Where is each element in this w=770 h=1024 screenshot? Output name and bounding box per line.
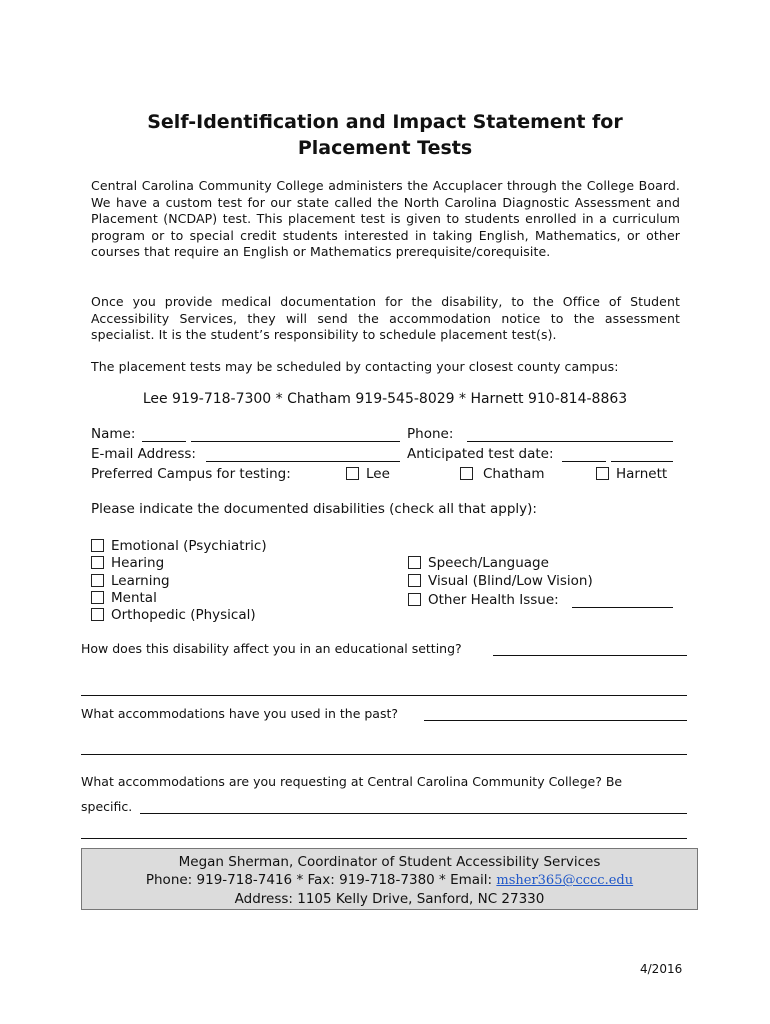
checkbox[interactable]: [408, 556, 421, 569]
contact-box: [81, 848, 698, 910]
name-last-field[interactable]: [191, 441, 400, 442]
disability-other-health[interactable]: Other Health Issue:: [408, 592, 559, 608]
disability-hearing[interactable]: Hearing: [91, 555, 164, 571]
disability-mental[interactable]: Mental: [91, 590, 157, 606]
phone-field[interactable]: [467, 441, 673, 442]
answer-past-line-2[interactable]: [81, 754, 687, 755]
email-field[interactable]: [206, 461, 400, 462]
campus-option-lee[interactable]: Lee: [346, 466, 390, 482]
answer-past-line-1[interactable]: [424, 720, 687, 721]
scheduling-paragraph: The placement tests may be scheduled by contacting your closest county campus:: [91, 359, 619, 374]
test-date-label: Anticipated test date:: [407, 446, 554, 462]
intro-paragraph: Central Carolina Community College administers the Accuplacer through the College Board. We have a custom test for our state called the North Carolina Diagnostic Assessment and Placement (NCDAP) test. This placement test is given to students enrolled in a curriculum program or to special credit students interested in taking English, Mathematics, or other courses that require an English or Mathematics prerequisite/corequisite.: [91, 178, 680, 259]
disability-emotional[interactable]: Emotional (Psychiatric): [91, 538, 267, 554]
campus-label: Preferred Campus for testing:: [91, 466, 291, 482]
name-label: Name:: [91, 426, 136, 442]
campus-option-harnett[interactable]: Harnett: [596, 466, 667, 482]
checkbox[interactable]: [346, 467, 359, 480]
campus-option-chatham[interactable]: Chatham: [460, 466, 545, 482]
phone-label: Phone:: [407, 426, 454, 442]
test-date-day-field[interactable]: [611, 461, 673, 462]
name-first-field[interactable]: [142, 441, 186, 442]
other-health-field[interactable]: [572, 607, 673, 608]
checkbox[interactable]: [91, 591, 104, 604]
checkbox[interactable]: [91, 539, 104, 552]
checkbox[interactable]: [408, 593, 421, 606]
test-date-month-field[interactable]: [562, 461, 606, 462]
checkbox[interactable]: [408, 574, 421, 587]
disability-orthopedic[interactable]: Orthopedic (Physical): [91, 607, 256, 623]
contact-address: Address: 1105 Kelly Drive, Sanford, NC 27330: [234, 891, 545, 907]
checkbox[interactable]: [91, 608, 104, 621]
page-title-line-2: Placement Tests: [297, 137, 473, 159]
disability-visual[interactable]: Visual (Blind/Low Vision): [408, 573, 593, 589]
revision-date: 4/2016: [640, 962, 683, 976]
checkbox[interactable]: [596, 467, 609, 480]
email-label: E-mail Address:: [91, 446, 196, 462]
documentation-paragraph: Once you provide medical documentation for the disability, to the Office of Student Accessibility Services, they will send the accommodation notice to the assessment specialist. It is the student’s responsibility to schedule placement test(s).: [91, 294, 680, 342]
email-link[interactable]: msher365@cccc.edu: [496, 873, 634, 888]
page-title-line-1: Self-Identification and Impact Statement for: [147, 111, 623, 133]
checkbox[interactable]: [91, 556, 104, 569]
contact-phone-fax-email: Phone: 919-718-7416 * Fax: 919-718-7380 * Email: msher365@cccc.edu: [145, 872, 634, 888]
question-requested-specific: specific.: [81, 799, 133, 814]
question-requested-accommodations: What accommodations are you requesting at Central Carolina Community College? Be: [81, 774, 623, 789]
answer-impact-line-1[interactable]: [493, 655, 687, 656]
checkbox[interactable]: [91, 574, 104, 587]
disability-learning[interactable]: Learning: [91, 573, 170, 589]
answer-impact-line-2[interactable]: [81, 695, 687, 696]
question-past-accommodations: What accommodations have you used in the past?: [81, 706, 399, 721]
disability-speech-language[interactable]: Speech/Language: [408, 555, 549, 571]
answer-requested-line-2[interactable]: [81, 838, 687, 839]
disabilities-prompt: Please indicate the documented disabilities (check all that apply):: [91, 501, 537, 517]
campus-phones: Lee 919-718-7300 * Chatham 919-545-8029 * Harnett 910-814-8863: [142, 391, 628, 407]
contact-name: Megan Sherman, Coordinator of Student Accessibility Services: [178, 854, 601, 870]
checkbox[interactable]: [460, 467, 473, 480]
question-impact: How does this disability affect you in an educational setting?: [81, 641, 462, 656]
answer-requested-line-1[interactable]: [140, 813, 687, 814]
